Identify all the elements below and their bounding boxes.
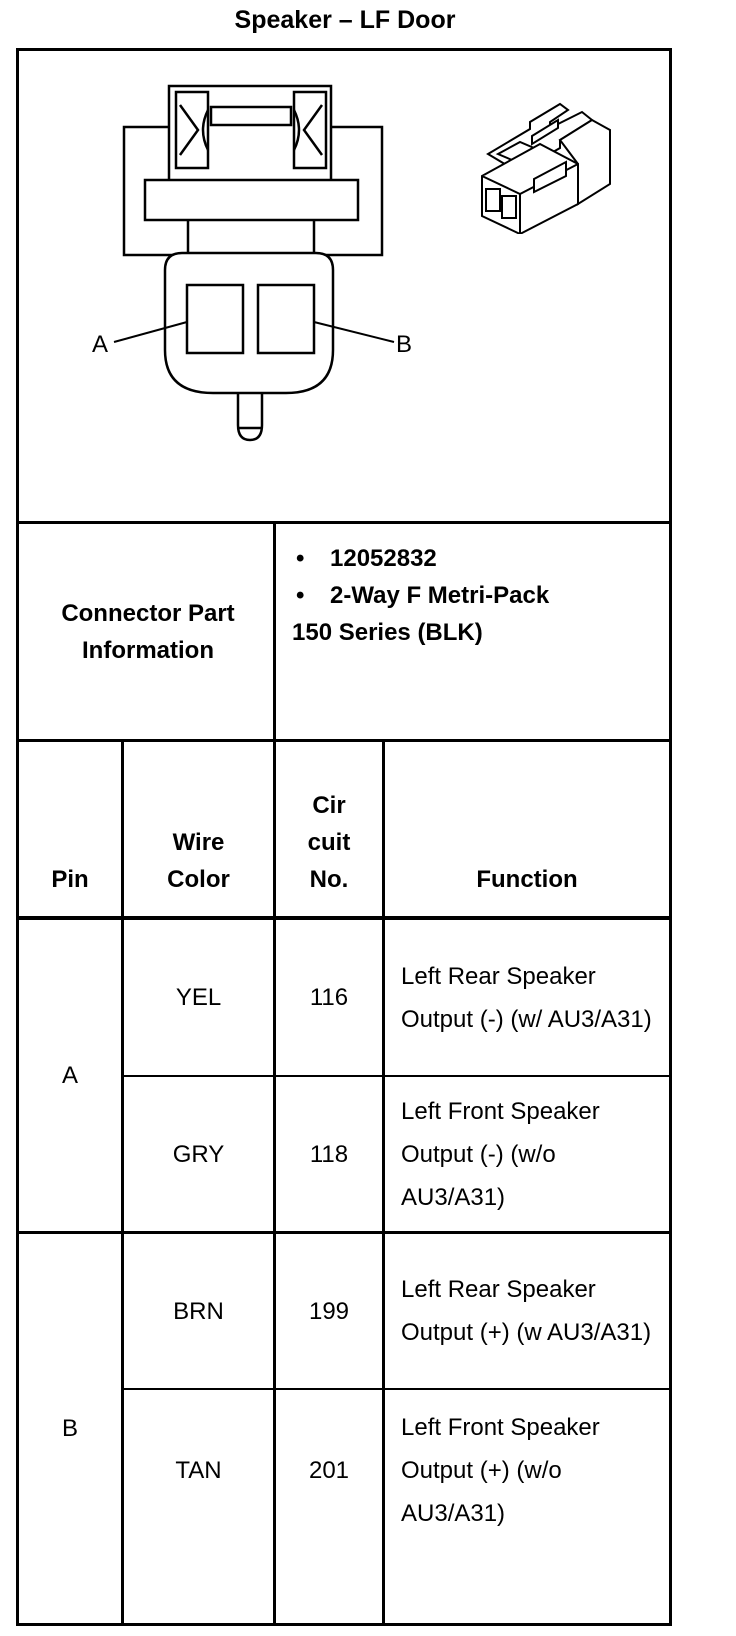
table-row — [124, 1234, 273, 1388]
connector-face-diagram — [80, 80, 440, 460]
table-row — [124, 920, 273, 1075]
wire-color: YEL — [175, 984, 222, 1011]
wire-color: TAN — [175, 1456, 222, 1484]
header-wire-color: Wire Color — [167, 829, 230, 893]
connector-type: 2-Way F Metri-Pack — [330, 582, 550, 609]
wire-color: BRN — [173, 1297, 224, 1325]
pin-cell-b: B — [61, 1415, 78, 1442]
circuit-number: 118 — [309, 1140, 349, 1168]
page-title: Speaker – LF Door — [234, 6, 456, 34]
header-pin: Pin — [51, 866, 89, 893]
circuit-number: 201 — [308, 1456, 350, 1484]
part-info-bullet: • 2-Way F Metri-Pack — [292, 577, 662, 614]
pin-label-a: A — [92, 331, 109, 358]
table-row — [385, 1234, 669, 1388]
table-row — [385, 920, 669, 1075]
part-info-values — [292, 540, 662, 651]
function-text: Left Front Speaker Output (+) (w/o AU3/A31) — [401, 1413, 600, 1527]
connector-series: 150 Series (BLK) — [292, 619, 483, 646]
table-row — [385, 1077, 669, 1231]
table-row — [276, 1077, 382, 1231]
header-function: Function — [476, 866, 578, 893]
table-row — [276, 920, 382, 1075]
header-circuit-no: Cir cuit No. — [307, 792, 351, 893]
function-text: Left Front Speaker Output (-) (w/o AU3/A31) — [401, 1097, 600, 1211]
part-number: 12052832 — [330, 545, 437, 572]
pin-cell-a: A — [61, 1062, 78, 1089]
circuit-number: 199 — [308, 1297, 350, 1325]
table-row — [276, 1234, 382, 1388]
table-row — [124, 1390, 273, 1550]
table-row — [276, 1390, 382, 1550]
table-row — [385, 1390, 669, 1550]
function-text: Left Rear Speaker Output (-) (w/ AU3/A31) — [401, 962, 652, 1033]
function-text: Left Rear Speaker Output (+) (w AU3/A31) — [401, 1276, 652, 1346]
connector-isometric-diagram — [470, 84, 620, 234]
wire-color: GRY — [172, 1140, 225, 1168]
pin-label-b: B — [396, 331, 413, 358]
part-info-bullet: • 12052832 — [292, 540, 662, 577]
circuit-number: 116 — [309, 984, 349, 1011]
table-row — [124, 1077, 273, 1231]
part-info-label: Connector Part Information — [61, 599, 235, 664]
